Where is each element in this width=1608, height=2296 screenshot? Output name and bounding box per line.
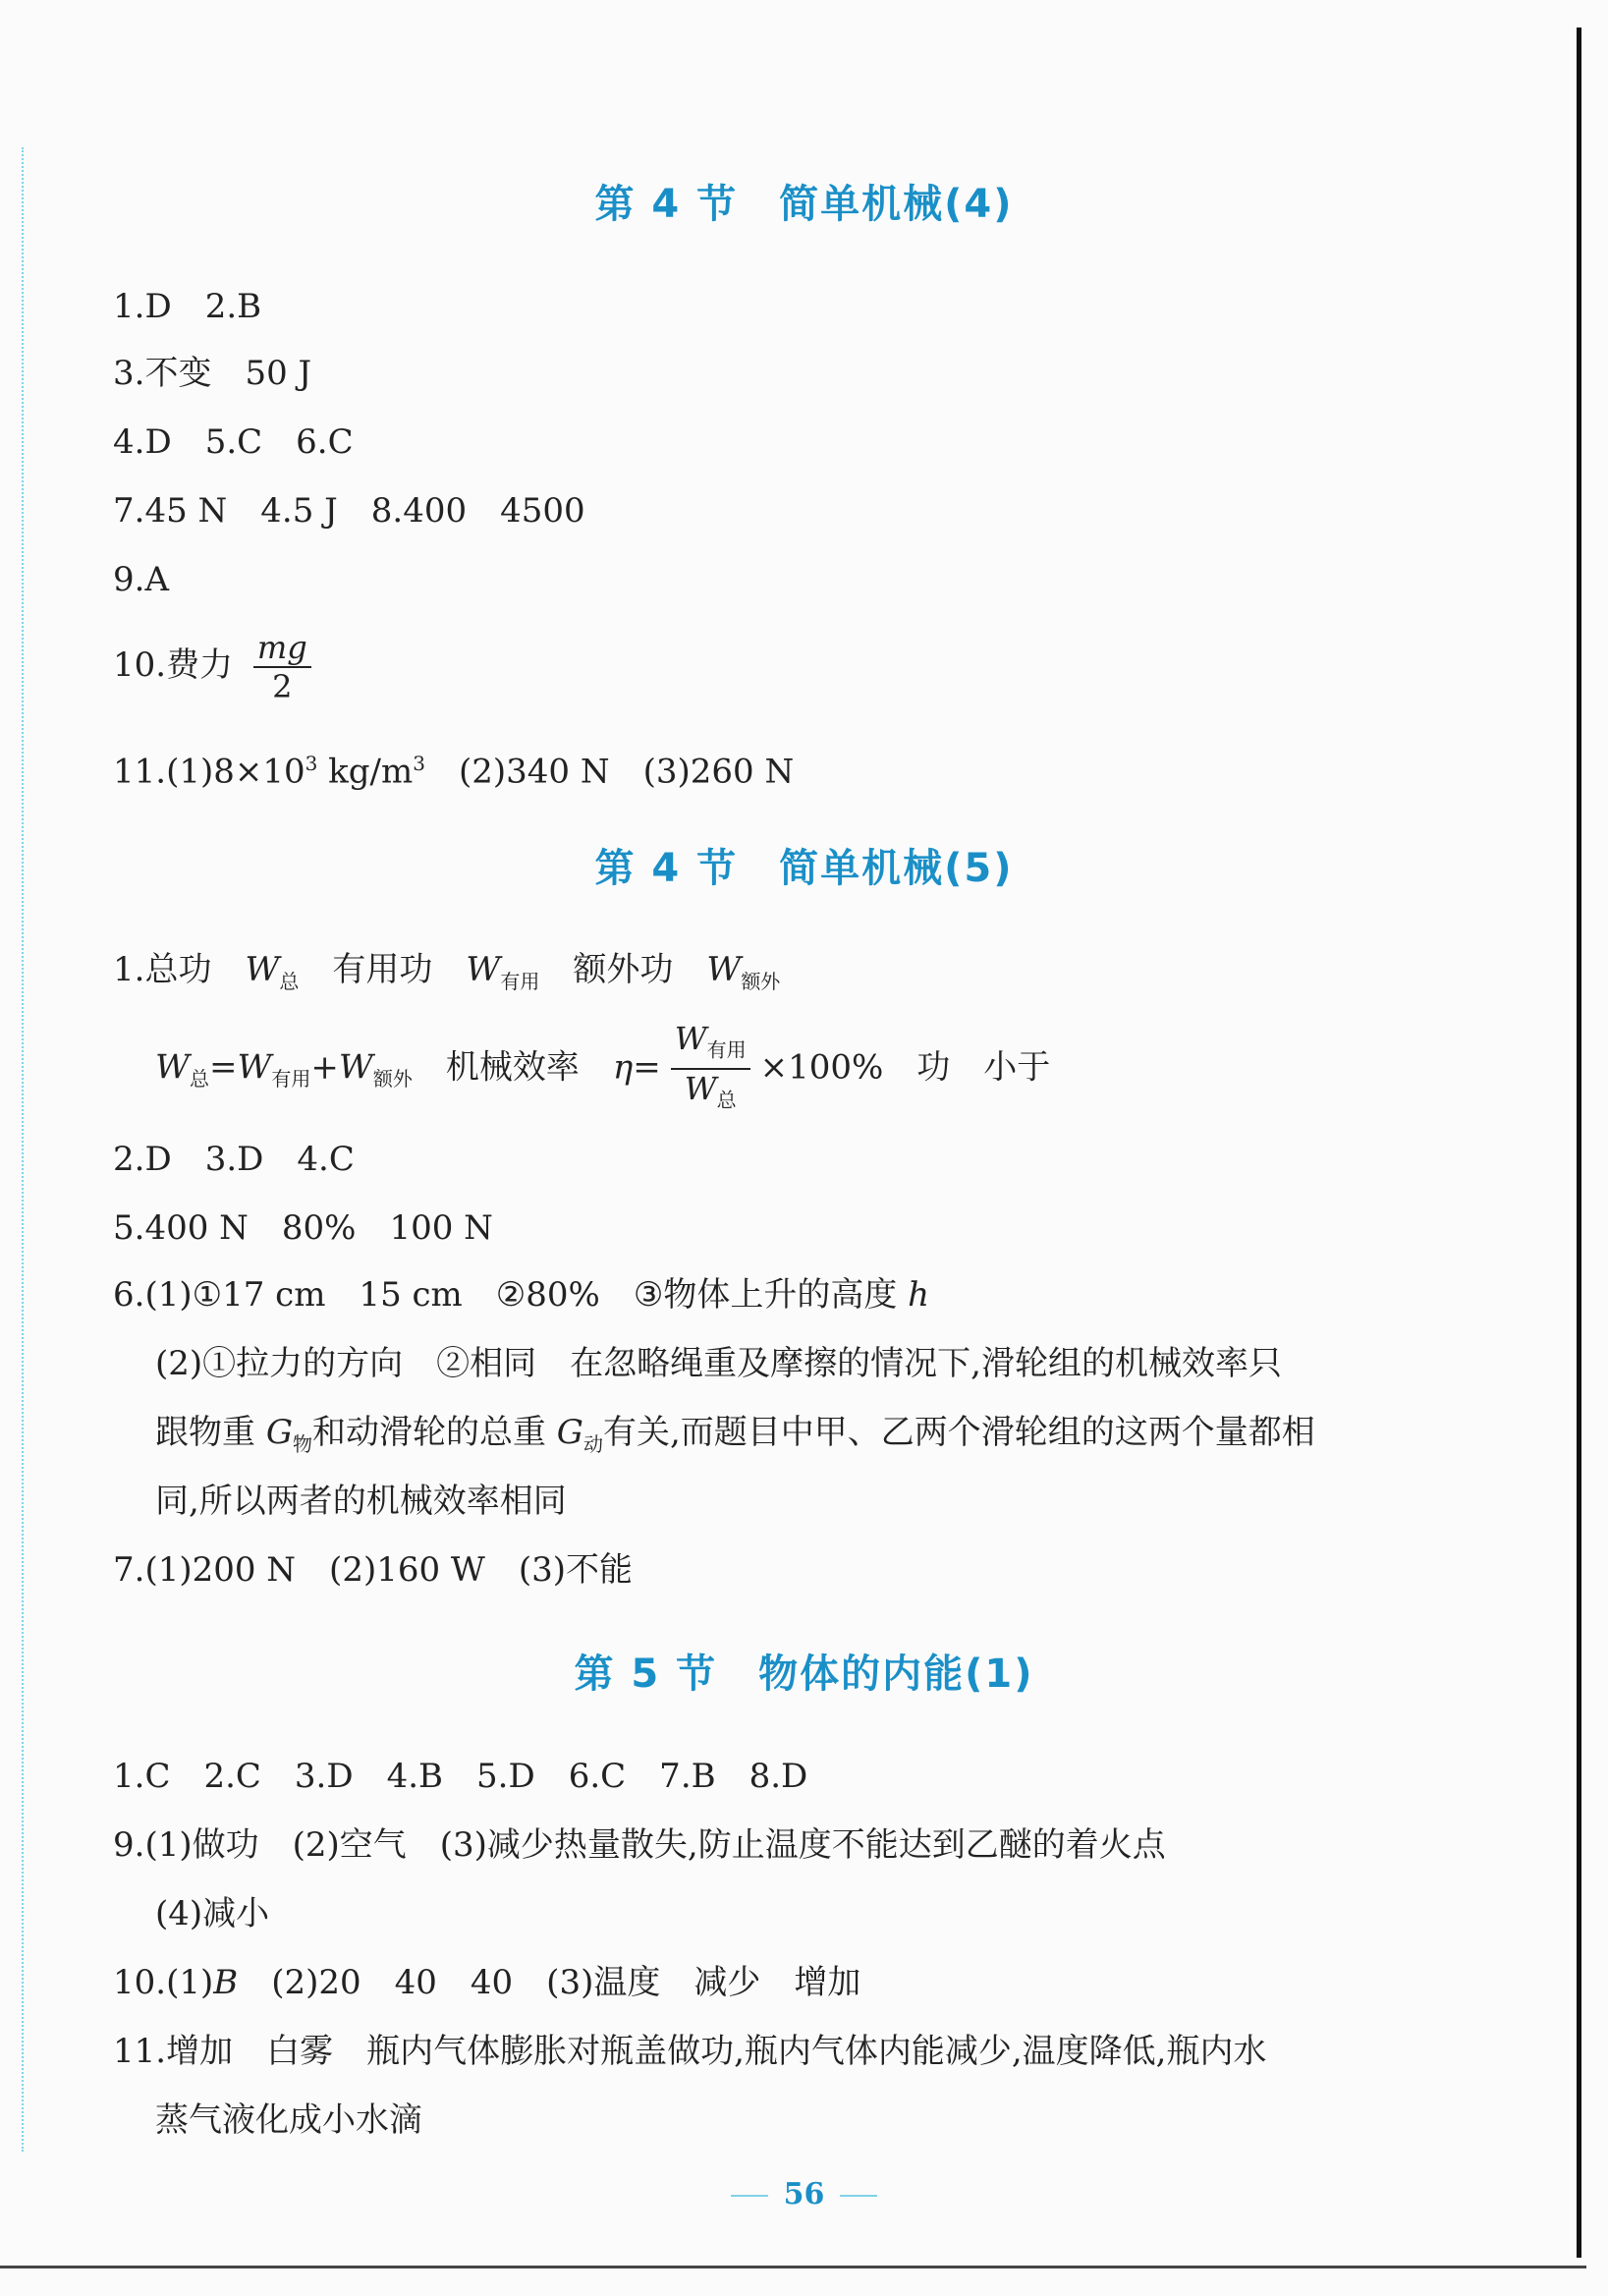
subscript: 有用 — [706, 1037, 747, 1062]
answer-text: 6.(1)①17 cm 15 cm ②80% ③物体上升的高度 — [113, 1275, 909, 1315]
formula-line — [155, 1020, 1050, 1119]
symbol-w: W — [245, 950, 280, 989]
answer-line: 7.(1)200 N (2)160 W (3)不能 — [113, 1550, 634, 1590]
answer-text: (2)20 40 40 (3)温度 减少 增加 — [238, 1963, 861, 2002]
page-edge-bottom — [0, 2266, 1586, 2268]
symbol-eta: η= — [612, 1047, 661, 1088]
subscript: 动 — [582, 1431, 603, 1456]
answer-text: kg/m — [317, 752, 414, 792]
formula-part: =W — [208, 1047, 272, 1088]
subscript: 总 — [716, 1088, 737, 1112]
answer-text: 机械效率 — [412, 1047, 613, 1088]
page-edge-right — [1577, 28, 1581, 2258]
answer-line: 7.45 N 4.5 J 8.400 4500 — [113, 491, 585, 531]
subscript: 有用 — [271, 1067, 311, 1092]
subscript: 额外 — [372, 1067, 413, 1092]
binding-margin — [22, 147, 31, 2152]
answer-text: 和动滑轮的总重 — [311, 1413, 557, 1452]
symbol-g: G — [556, 1413, 583, 1452]
answer-line: 5.400 N 80% 100 N — [113, 1208, 493, 1248]
answer-line — [113, 742, 794, 793]
answer-line — [113, 948, 780, 1003]
answer-line: 9.(1)做功 (2)空气 (3)减少热量散失,防止温度不能达到乙醚的着火点 — [113, 1825, 1166, 1865]
answer-line: 1.D 2.B — [113, 287, 262, 326]
fraction-numerator: mg — [253, 629, 311, 668]
answer-line: (4)减小 — [155, 1894, 270, 1933]
answer-line: (2)①拉力的方向 ②相同 在忽略绳重及摩擦的情况下,滑轮组的机械效率只 — [155, 1344, 1282, 1383]
answer-text: 有关,而题目中甲、乙两个滑轮组的这两个量都相 — [602, 1413, 1315, 1452]
page-number — [0, 2177, 1608, 2212]
page-number-dash — [840, 2195, 877, 2197]
symbol-w: W — [466, 950, 501, 989]
answer-text: 1.总功 — [113, 950, 246, 989]
answer-line — [113, 629, 321, 705]
answer-text: 10.(1) — [113, 1963, 214, 2002]
subscript: 总 — [189, 1067, 209, 1092]
answer-line: 2.D 3.D 4.C — [113, 1140, 355, 1179]
symbol-w: W — [706, 950, 742, 989]
answer-text: 额外功 — [539, 950, 707, 989]
answer-text: ×100% 功 小于 — [759, 1047, 1051, 1088]
answer-line — [113, 1961, 860, 2004]
section-title-simple-machines-5: 第 4 节 简单机械(5) — [594, 846, 1014, 891]
fraction-denominator — [671, 1070, 750, 1118]
answer-line: 3.不变 50 J — [113, 354, 312, 393]
answer-line: 9.A — [113, 560, 169, 599]
answer-line: 4.D 5.C 6.C — [113, 422, 354, 462]
fraction-numerator — [671, 1020, 750, 1070]
answer-option: B — [213, 1963, 239, 2002]
superscript: 3 — [305, 752, 318, 775]
answer-line — [113, 1273, 929, 1316]
symbol-w: W — [684, 1070, 717, 1108]
answer-line: 蒸气液化成小水滴 — [155, 2100, 422, 2140]
answer-text: 跟物重 — [155, 1413, 266, 1452]
symbol-h: h — [908, 1275, 930, 1315]
section-title-internal-energy-1: 第 5 节 物体的内能(1) — [574, 1652, 1034, 1697]
answer-line: 11.增加 白雾 瓶内气体膨胀对瓶盖做功,瓶内气体内能减少,温度降低,瓶内水 — [113, 2032, 1267, 2071]
fraction-denominator: 2 — [272, 668, 293, 705]
answer-text: 11.(1)8×10 — [113, 752, 305, 792]
answer-line: 同,所以两者的机械效率相同 — [155, 1482, 567, 1521]
answer-line: 1.C 2.C 3.D 4.B 5.D 6.C 7.B 8.D — [113, 1757, 808, 1796]
symbol-w: W — [155, 1047, 190, 1088]
fraction — [671, 1020, 750, 1119]
symbol-w: W — [674, 1020, 707, 1057]
superscript: 3 — [413, 752, 425, 775]
subscript: 总 — [279, 969, 300, 993]
section-title-simple-machines-4: 第 4 节 简单机械(4) — [594, 182, 1014, 227]
answer-text: 有用功 — [299, 950, 467, 989]
subscript: 有用 — [500, 969, 540, 993]
formula-part: +W — [310, 1047, 373, 1088]
page-number-dash — [731, 2195, 768, 2197]
subscript: 物 — [292, 1431, 312, 1456]
subscript: 额外 — [741, 969, 781, 993]
answer-line — [155, 1411, 1315, 1466]
answer-text: (2)340 N (3)260 N — [424, 752, 795, 792]
symbol-g: G — [265, 1413, 293, 1452]
page-number-text: 56 — [783, 2177, 825, 2212]
fraction — [253, 629, 311, 705]
answer-text: 10.费力 — [113, 645, 234, 685]
